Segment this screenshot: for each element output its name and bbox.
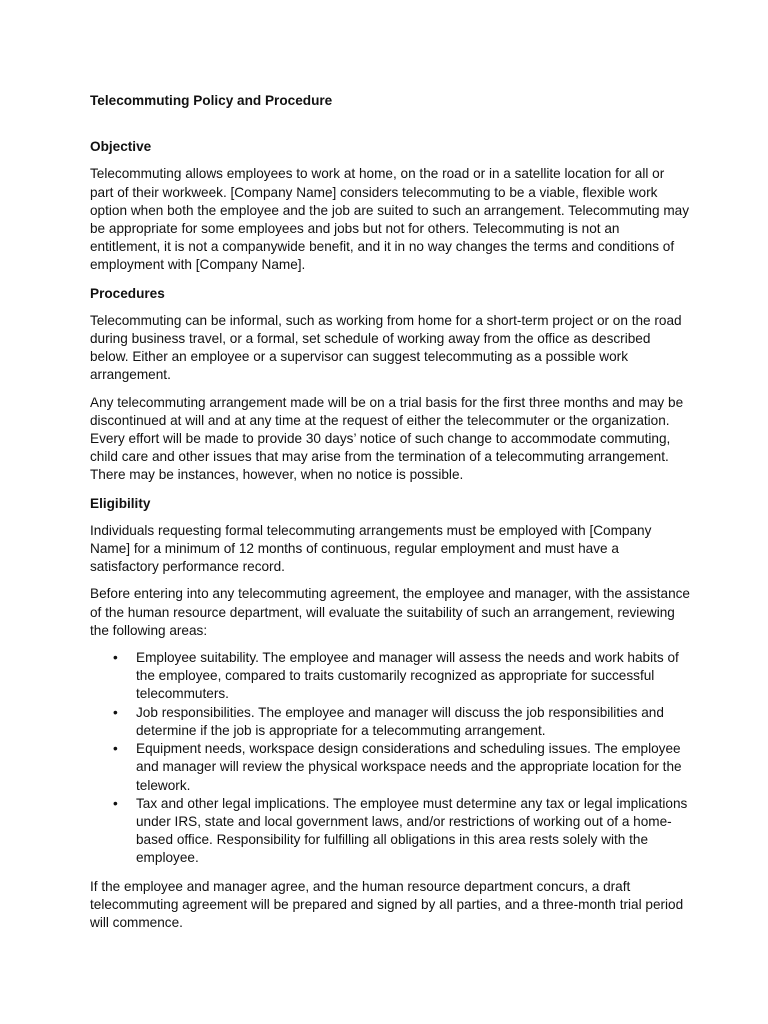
bullet-icon: •	[113, 704, 118, 720]
bullet-icon: •	[113, 741, 118, 757]
list-item-text: Employee suitability. The employee and manager will assess the needs and work habits of the employee, compared to traits customarily recognized as appropriate for successful telecommuters.	[136, 650, 679, 702]
procedures-paragraph-2: Any telecommuting arrangement made will be on a trial basis for the first three months and may be discontinued at will and at any time at the request of either the telecommuter or the organization. Every effort will be made to provide 30 days’ notice of such change to accommodate commuting, child care and other issues that may arise from the termination of a telecommuting arrangement. There may be instances, however, when no notice is possible.	[90, 394, 684, 483]
bullet-icon: •	[113, 795, 118, 811]
list-item	[90, 649, 690, 704]
section-objective	[90, 138, 690, 274]
eligibility-closing-paragraph: If the employee and manager agree, and the human resource department concurs, a draft telecommuting agreement will be prepared and signed by all parties, and a three-month trial period will commence.	[90, 878, 684, 930]
section-heading-eligibility: Eligibility	[90, 495, 151, 511]
section-heading-objective: Objective	[90, 139, 152, 155]
section-eligibility	[90, 495, 690, 932]
suitability-areas-list	[90, 649, 690, 867]
eligibility-paragraph-1: Individuals requesting formal telecommuting arrangements must be employed with [Company Name] for a minimum of 12 months of continuous, regular employment and must have a satisfactory performance record.	[90, 522, 652, 575]
list-item	[90, 704, 690, 740]
section-procedures	[90, 285, 690, 485]
list-item-text: Tax and other legal implications. The employee must determine any tax or legal implications under IRS, state and local government laws, and/or restrictions of working out of a home-based office. Responsibility for fulfilling all obligations in this area rests solely with the employee.	[136, 795, 688, 866]
document-page	[90, 92, 690, 941]
section-heading-procedures: Procedures	[90, 285, 165, 301]
list-item	[90, 795, 690, 868]
list-item	[90, 740, 690, 795]
list-item-text: Equipment needs, workspace design considerations and scheduling issues. The employee and manager will review the physical workspace needs and the appropriate location for the telework.	[136, 741, 682, 793]
list-item-text: Job responsibilities. The employee and manager will discuss the job responsibilities and determine if the job is appropriate for a telecommuting arrangement.	[136, 704, 664, 738]
document-title: Telecommuting Policy and Procedure	[90, 93, 333, 108]
objective-paragraph: Telecommuting allows employees to work at home, on the road or in a satellite location for all or part of their workweek. [Company Name] considers telecommuting to be a viable, flexible work option when both the employee and the job are suited to such an arrangement. Telecommuting may be appropriate for some employees and jobs but not for others. Telecommuting is not an entitlement, it is not a companywide benefit, and it in no way changes the terms and conditions of employment with [Company Name].	[90, 166, 690, 273]
bullet-icon: •	[113, 650, 118, 666]
procedures-paragraph-1: Telecommuting can be informal, such as working from home for a short-term project or on the road during business travel, or a formal, set schedule of working away from the office as described below. Either an employee or a supervisor can suggest telecommuting as a possible work arrangement.	[90, 312, 682, 383]
eligibility-paragraph-2: Before entering into any telecommuting agreement, the employee and manager, with the assistance of the human resource department, will evaluate the suitability of such an arrangement, reviewing the following areas:	[90, 586, 690, 638]
